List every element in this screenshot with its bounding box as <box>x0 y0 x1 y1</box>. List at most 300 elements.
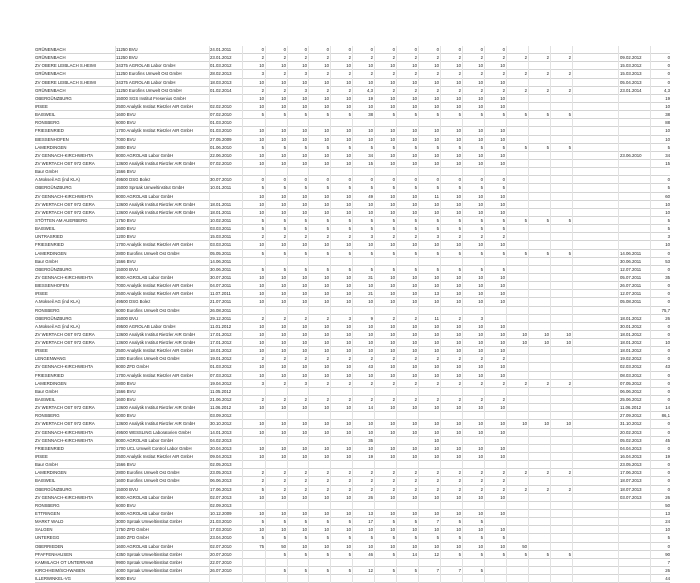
cell-date: 01.03.2010 <box>210 120 232 126</box>
cell-date-result: 06.06.2012 <box>620 388 642 394</box>
cell-date: 09.04.2013 <box>210 454 232 460</box>
cell-value: 10 <box>456 372 461 378</box>
cell-value: 5 <box>392 568 395 573</box>
cell-date: 17.01.2012 <box>210 340 232 346</box>
cell-value: 10 <box>302 209 307 215</box>
cell-value: 10 <box>324 543 329 549</box>
cell-value: 10 <box>368 209 373 215</box>
cell-value: 5 <box>304 266 307 272</box>
cell-date: 11.05.2012 <box>210 388 232 394</box>
cell-lab: 1600 BVU <box>116 397 136 403</box>
cell-date-result: 05.07.2011 <box>620 274 642 280</box>
cell-value: 10 <box>281 136 286 142</box>
cell-date-result: 25.06.2012 <box>620 397 642 403</box>
cell-value: 5 <box>261 535 264 541</box>
cell-value: 10 <box>390 209 395 215</box>
cell-value: 10 <box>412 348 417 354</box>
cell-value: 7 <box>436 519 439 525</box>
cell-value: 10 <box>324 299 329 305</box>
cell-value: 0 <box>326 47 329 52</box>
cell-total: 45 <box>665 437 670 443</box>
cell-value: 0 <box>414 47 417 52</box>
cell-date: 30.10.2012 <box>210 421 232 427</box>
cell-name: KIRCHHEIM/SCHWABEN <box>35 568 85 573</box>
cell-total: 0 <box>667 380 670 386</box>
cell-value: 10 <box>368 128 373 134</box>
cell-value: 2 <box>392 380 395 386</box>
cell-value: 2 <box>348 380 351 386</box>
cell-value: 5 <box>370 226 373 232</box>
cell-total: 14 <box>665 405 670 411</box>
cell-name: SALGEN <box>35 527 53 533</box>
cell-value: 5 <box>392 551 395 557</box>
cell-value: 5 <box>436 112 439 118</box>
cell-value: 10 <box>281 274 286 280</box>
cell-value: 10 <box>302 136 307 142</box>
cell-value: 2 <box>502 234 505 240</box>
cell-value: 5 <box>458 519 461 525</box>
cell-value: 2 <box>458 397 461 403</box>
cell-value: 10 <box>346 160 351 166</box>
cell-value: 5 <box>502 535 505 541</box>
cell-value: 5 <box>283 551 286 557</box>
cell-value: 10 <box>259 103 264 109</box>
cell-value: 5 <box>546 144 549 150</box>
cell-value: 5 <box>261 144 264 150</box>
cell-value: 10 <box>500 209 505 215</box>
cell-value: 5 <box>370 266 373 272</box>
cell-value: 10 <box>346 348 351 354</box>
cell-value: 10 <box>434 543 439 549</box>
cell-total: 44 <box>665 576 670 582</box>
cell-value: 10 <box>324 348 329 354</box>
cell-value: 2 <box>370 55 373 61</box>
cell-value: 10 <box>478 242 483 248</box>
cell-value: 10 <box>368 543 373 549</box>
cell-value: 10 <box>324 511 329 517</box>
grid-line <box>418 46 419 583</box>
cell-value: 7 <box>458 568 461 573</box>
cell-value: 10 <box>368 429 373 435</box>
cell-value: 2 <box>458 234 461 240</box>
cell-value: 5 <box>458 217 461 223</box>
cell-value: 10 <box>281 160 286 166</box>
cell-value: 5 <box>261 266 264 272</box>
cell-value: 2 <box>524 71 527 77</box>
cell-value: 10 <box>500 364 505 370</box>
cell-value: 10 <box>259 160 264 166</box>
cell-value: 2 <box>458 315 461 321</box>
cell-lab: 11250 Eurofins Umwelt Ost GmbH <box>116 87 182 93</box>
cell-value: 10 <box>324 128 329 134</box>
cell-value: 10 <box>412 291 417 297</box>
cell-date-result: 03.07.2013 <box>620 494 642 500</box>
cell-value: 10 <box>434 429 439 435</box>
cell-value: 10 <box>478 299 483 305</box>
cell-value: 10 <box>412 454 417 460</box>
cell-value: 10 <box>259 323 264 329</box>
cell-value: 2 <box>458 55 461 61</box>
cell-value: 10 <box>434 348 439 354</box>
cell-name: ILLERWINKEL-VG <box>35 576 71 582</box>
cell-value: 3 <box>261 71 264 77</box>
cell-total: 0 <box>667 348 670 354</box>
cell-value: 10 <box>302 242 307 248</box>
cell-date-result: 18.01.2012 <box>620 315 642 321</box>
grid-line <box>572 46 573 583</box>
cell-value: 2 <box>370 478 373 484</box>
cell-total: 88 <box>665 120 670 126</box>
cell-value: 10 <box>478 136 483 142</box>
cell-value: 10 <box>302 193 307 199</box>
cell-value: 10 <box>478 494 483 500</box>
cell-value: 2 <box>414 315 417 321</box>
cell-date-result: 17.06.2013 <box>620 470 642 476</box>
grid-line <box>308 46 309 583</box>
cell-total: 53 <box>665 258 670 264</box>
cell-value: 3 <box>348 315 351 321</box>
cell-value: 10 <box>346 405 351 411</box>
cell-value: 10 <box>412 128 417 134</box>
cell-value: 5 <box>304 519 307 525</box>
cell-value: 5 <box>304 112 307 118</box>
cell-value: 10 <box>500 348 505 354</box>
cell-value: 2 <box>546 71 549 77</box>
cell-date: 17.01.2012 <box>210 331 232 337</box>
cell-date: 03.03.2011 <box>210 226 232 232</box>
cell-name: ZV GENNACH-KIRCHWEHTA <box>35 193 94 199</box>
cell-value: 10 <box>368 421 373 427</box>
cell-value: 10 <box>412 160 417 166</box>
cell-value: 11 <box>434 193 439 199</box>
cell-value: 10 <box>346 323 351 329</box>
cell-value: 10 <box>390 340 395 346</box>
cell-value: 10 <box>412 63 417 69</box>
cell-date: 21.03.2010 <box>210 519 232 525</box>
cell-value: 5 <box>370 144 373 150</box>
cell-value: 10 <box>346 299 351 305</box>
cell-value: 10 <box>456 445 461 451</box>
cell-value: 10 <box>434 274 439 280</box>
cell-total: 5 <box>667 217 670 223</box>
cell-value: 10 <box>390 274 395 280</box>
grid-line <box>506 46 507 583</box>
cell-value: 2 <box>436 55 439 61</box>
cell-value: 10 <box>259 193 264 199</box>
grid-line <box>209 46 210 583</box>
cell-value: 10 <box>259 209 264 215</box>
cell-date-result: 27.09.2012 <box>620 413 642 419</box>
cell-value: 10 <box>456 283 461 289</box>
cell-value: 5 <box>502 266 505 272</box>
cell-value: 2 <box>283 380 286 386</box>
cell-name: KAMMLACH OT UNTERRAMI <box>35 559 94 565</box>
cell-date-result: 14.06.2011 <box>620 250 642 256</box>
cell-value: 10 <box>368 79 373 85</box>
cell-value: 10 <box>346 543 351 549</box>
cell-value: 2 <box>502 356 505 362</box>
cell-name: GRÜNENBACH <box>35 47 66 52</box>
cell-date: 20.07.2010 <box>210 551 232 557</box>
cell-total: 0 <box>667 462 670 468</box>
cell-value: 5 <box>480 226 483 232</box>
cell-value: 10 <box>412 136 417 142</box>
cell-value: 10 <box>259 429 264 435</box>
cell-date: 20.04.2013 <box>210 445 232 451</box>
cell-value: 10 <box>434 421 439 427</box>
cell-date-result: 04.04.2013 <box>620 445 642 451</box>
cell-value: 2 <box>261 234 264 240</box>
cell-value: 2 <box>283 470 286 476</box>
cell-total: 19 <box>665 95 670 101</box>
cell-value: 5 <box>414 250 417 256</box>
cell-value: 10 <box>478 193 483 199</box>
cell-value: 10 <box>368 445 373 451</box>
cell-total: 5 <box>667 144 670 150</box>
cell-date: 01.06.2010 <box>210 144 232 150</box>
cell-name: UNTRASRIED <box>35 234 63 240</box>
cell-value: 10 <box>281 527 286 533</box>
cell-total: 0 <box>667 486 670 492</box>
cell-value: 2 <box>436 87 439 93</box>
cell-value: 2 <box>304 234 307 240</box>
cell-value: 13 <box>368 511 373 517</box>
cell-value: 10 <box>324 79 329 85</box>
cell-value: 10 <box>456 511 461 517</box>
cell-value: 10 <box>259 299 264 305</box>
cell-value: 10 <box>390 242 395 248</box>
cell-value: 10 <box>281 291 286 297</box>
cell-value: 10 <box>456 63 461 69</box>
cell-value: 2 <box>436 71 439 77</box>
cell-value: 5 <box>348 185 351 191</box>
cell-value: 5 <box>348 144 351 150</box>
cell-value: 10 <box>368 340 373 346</box>
cell-value: 0 <box>283 177 286 183</box>
cell-total: 0 <box>667 299 670 305</box>
cell-value: 10 <box>412 299 417 305</box>
grid-line <box>618 46 619 583</box>
cell-date-result: 09.02.2012 <box>620 55 642 61</box>
cell-value: 5 <box>458 112 461 118</box>
cell-value: 2 <box>480 356 483 362</box>
cell-value: 2 <box>304 486 307 492</box>
cell-value: 10 <box>346 274 351 280</box>
cell-value: 10 <box>434 511 439 517</box>
cell-name: ETTRINGEN <box>35 511 60 517</box>
cell-name: ZV GENNACH-KIRCHWEHTA <box>35 274 94 280</box>
cell-value: 10 <box>412 323 417 329</box>
cell-value: 5 <box>392 519 395 525</box>
cell-value: 5 <box>480 535 483 541</box>
cell-value: 2 <box>436 470 439 476</box>
cell-lab: 1566 BVU <box>116 462 136 468</box>
cell-value: 5 <box>546 551 549 557</box>
cell-value: 10 <box>281 340 286 346</box>
cell-value: 5 <box>283 144 286 150</box>
cell-name: RONSBERG <box>35 413 60 419</box>
cell-total: 0 <box>667 470 670 476</box>
cell-value: 2 <box>392 478 395 484</box>
cell-value: 10 <box>500 63 505 69</box>
cell-value: 10 <box>390 291 395 297</box>
cell-value: 10 <box>390 511 395 517</box>
cell-lab: 11250 BVU <box>116 47 138 52</box>
cell-date: 07.03.2012 <box>210 372 232 378</box>
cell-value: 10 <box>346 136 351 142</box>
cell-name: ZV WERTACH OST 972 GERA <box>35 340 95 346</box>
cell-value: 10 <box>412 193 417 199</box>
cell-value: 2 <box>568 71 571 77</box>
cell-value: 5 <box>524 217 527 223</box>
cell-value: 10 <box>434 437 439 443</box>
grid-line <box>115 46 116 583</box>
cell-value: 10 <box>434 527 439 533</box>
cell-value: 2 <box>502 71 505 77</box>
cell-value: 10 <box>302 372 307 378</box>
cell-value: 2 <box>304 315 307 321</box>
cell-value: 10 <box>302 454 307 460</box>
cell-value: 10 <box>259 63 264 69</box>
cell-total: 0 <box>667 323 670 329</box>
cell-name: OBERRIEDEN <box>35 543 64 549</box>
cell-date: 14.06.2011 <box>210 258 232 264</box>
cell-value: 10 <box>281 128 286 134</box>
cell-value: 2 <box>370 380 373 386</box>
spreadsheet-sheet <box>35 46 670 583</box>
cell-lab: 34375 AGROLAB Labor GmbH <box>116 79 176 85</box>
cell-value: 5 <box>480 217 483 223</box>
cell-lab: 6000 BVU <box>116 502 136 508</box>
cell-value: 0 <box>304 177 307 183</box>
cell-value: 10 <box>281 511 286 517</box>
cell-value: 10 <box>302 95 307 101</box>
cell-value: 2 <box>436 486 439 492</box>
cell-value: 5 <box>304 217 307 223</box>
cell-value: 10 <box>456 128 461 134</box>
cell-value: 10 <box>324 160 329 166</box>
cell-value: 10 <box>390 429 395 435</box>
cell-total: 3 <box>667 234 670 240</box>
cell-date-result: 20.02.2013 <box>620 429 642 435</box>
cell-value: 10 <box>390 193 395 199</box>
cell-date: 06.06.2013 <box>210 478 232 484</box>
cell-value: 2 <box>480 380 483 386</box>
cell-value: 10 <box>478 323 483 329</box>
cell-value: 10 <box>390 543 395 549</box>
cell-value: 43 <box>368 364 373 370</box>
cell-lab: 13600 Analytik Institut Rietzler AIR GmbH <box>116 209 196 215</box>
cell-value: 2 <box>304 397 307 403</box>
cell-value: 2 <box>283 71 286 77</box>
cell-value: 10 <box>346 331 351 337</box>
cell-total: 50 <box>665 502 670 508</box>
cell-value: 5 <box>326 217 329 223</box>
grid-line <box>352 46 353 583</box>
cell-value: 5 <box>261 226 264 232</box>
cell-value: 2 <box>283 55 286 61</box>
cell-value: 10 <box>500 340 505 346</box>
cell-value: 10 <box>281 103 286 109</box>
cell-name: OBERGÜNZBURG <box>35 266 72 272</box>
cell-value: 10 <box>456 209 461 215</box>
cell-value: 10 <box>500 160 505 166</box>
cell-lab: 2800 BVU <box>116 144 136 150</box>
cell-lab: 4350 Sprüak Umweltinstitut GmbH <box>116 551 182 557</box>
cell-total: 26 <box>665 568 670 573</box>
cell-value: 10 <box>544 331 549 337</box>
cell-value: 5 <box>436 535 439 541</box>
cell-value: 2 <box>414 71 417 77</box>
cell-date: 26.07.2010 <box>210 568 232 573</box>
cell-total: 10 <box>665 128 670 134</box>
cell-value: 10 <box>412 405 417 411</box>
cell-value: 2 <box>326 478 329 484</box>
cell-value: 2 <box>546 486 549 492</box>
cell-value: 10 <box>281 193 286 199</box>
cell-date-result: 15.03.2013 <box>620 71 642 77</box>
cell-value: 2 <box>348 234 351 240</box>
cell-date: 01.03.2012 <box>210 364 232 370</box>
cell-value: 10 <box>302 348 307 354</box>
cell-value: 10 <box>456 543 461 549</box>
cell-value: 10 <box>281 429 286 435</box>
cell-value: 10 <box>478 543 483 549</box>
cell-value: 5 <box>370 185 373 191</box>
cell-value: 2 <box>568 486 571 492</box>
cell-value: 2 <box>524 470 527 476</box>
cell-value: 5 <box>458 551 461 557</box>
cell-total: 0 <box>667 331 670 337</box>
cell-lab: 8000 AGROLAB Labor GmbH <box>116 274 174 280</box>
cell-value: 5 <box>348 535 351 541</box>
cell-name: BAISWEIL <box>35 112 56 118</box>
cell-value: 0 <box>436 177 439 183</box>
cell-value: 10 <box>478 429 483 435</box>
cell-value: 10 <box>390 299 395 305</box>
cell-value: 19 <box>368 454 373 460</box>
cell-value: 0 <box>348 177 351 183</box>
cell-value: 5 <box>414 112 417 118</box>
cell-value: 2 <box>436 380 439 386</box>
cell-lab: 15000 BVU <box>116 266 138 272</box>
cell-value: 10 <box>478 348 483 354</box>
cell-lab: 6000 BVU <box>116 120 136 126</box>
cell-value: 4,3 <box>367 87 373 93</box>
cell-value: 5 <box>304 144 307 150</box>
cell-date-result: 30.06.2011 <box>620 258 642 264</box>
cell-value: 2 <box>326 356 329 362</box>
cell-date: 30.06.2011 <box>210 266 232 272</box>
cell-value: 10 <box>434 79 439 85</box>
cell-value: 2 <box>502 397 505 403</box>
cell-value: 10 <box>302 445 307 451</box>
cell-value: 10 <box>302 274 307 280</box>
cell-value: 5 <box>480 144 483 150</box>
cell-value: 10 <box>456 193 461 199</box>
cell-total: 34 <box>665 152 670 158</box>
cell-value: 10 <box>500 136 505 142</box>
cell-value: 0 <box>458 47 461 52</box>
cell-value: 5 <box>436 185 439 191</box>
cell-total: 10 <box>665 136 670 142</box>
cell-value: 5 <box>480 112 483 118</box>
cell-total: 0 <box>667 283 670 289</box>
cell-value: 5 <box>283 568 286 573</box>
cell-value: 10 <box>412 429 417 435</box>
cell-total: 26 <box>665 315 670 321</box>
cell-lab: 34375 AGROLAB Labor GmbH <box>116 63 176 69</box>
